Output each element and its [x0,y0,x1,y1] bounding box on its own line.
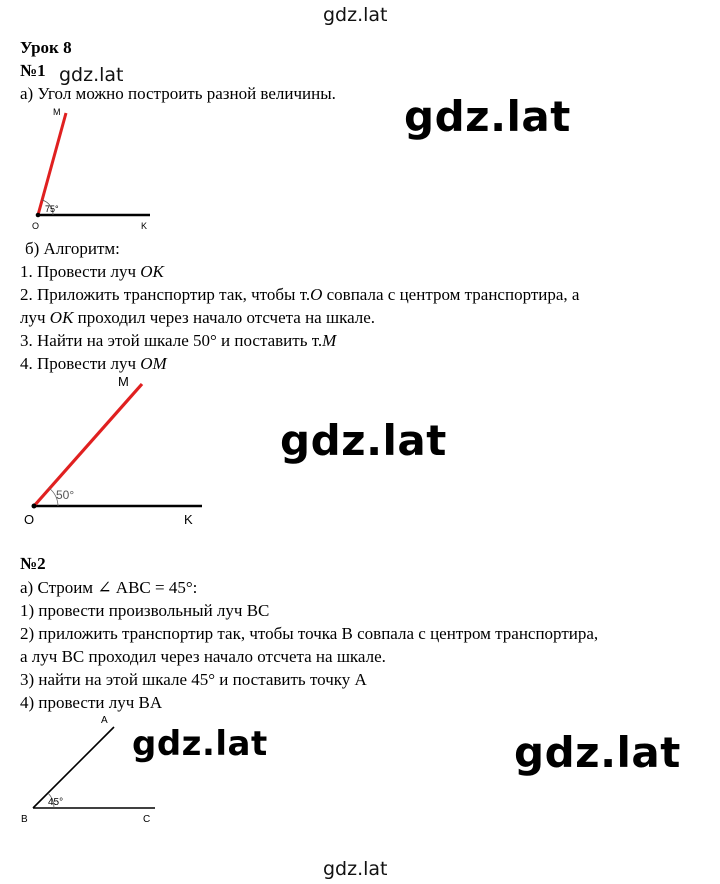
point-o [36,213,41,218]
step-text: проходил через начало отсчета на шкале. [73,308,376,327]
label-o: O [32,221,40,231]
task1-step-2b [20,307,375,329]
step-text: 2. Приложить транспортир так, чтобы т. [20,285,311,304]
task1-line-b: б) Алгоритм: [25,239,120,258]
step-text: совпала с центром транспортира, а [322,285,580,304]
task1-step-2a [20,284,579,306]
watermark-big-1: gdz.lat [404,92,571,141]
figure-angle-45 [18,714,168,826]
step-variable: M [322,331,337,350]
task2-step-2a: 2) приложить транспортир так, чтобы точка B совпала с центром транспортира, [20,624,599,643]
figure-angle-75 [28,104,158,234]
step-variable: OK [49,308,74,327]
task1-line-a: а) Угол можно построить разной величины. [20,84,336,103]
watermark-big-4: gdz.lat [514,728,681,777]
label-c: C [143,814,151,825]
step-variable: O [310,285,323,304]
task2-line-a: а) Строим ∠ ABC = 45°: [20,578,198,597]
step-variable: OM [140,354,167,373]
task1-step-1 [20,261,164,283]
step-text: 3. Найти на этой шкале 50° и поставить т. [20,331,323,350]
label-b: B [21,814,28,825]
watermark-big-2: gdz.lat [280,416,447,465]
task1-step-3 [20,330,336,352]
ray-ba [33,727,114,808]
step-text: луч [20,308,50,327]
watermark-top: gdz.lat [323,4,388,26]
point-o [32,504,37,509]
lesson-title: Урок 8 [20,38,72,57]
step-text: 4. Провести луч [20,354,141,373]
task1-number: №1 [20,61,46,80]
task1-step-4 [20,353,167,375]
label-a: A [101,715,108,726]
task2-step-1: 1) провести произвольный луч BC [20,601,270,620]
step-variable: OK [140,262,164,281]
watermark-big-3: gdz.lat [132,724,268,764]
task2-number: №2 [20,554,46,573]
angle-label: 75° [45,204,59,214]
label-o: O [24,512,35,527]
step-text: 1. Провести луч [20,262,141,281]
figure-angle-50 [18,374,218,530]
watermark-inline: gdz.lat [59,64,124,86]
angle-label: 45° [48,797,64,808]
label-m: M [53,107,61,117]
task2-step-4: 4) провести луч BA [20,693,163,712]
task2-step-2b: а луч BC проходил через начало отсчета на шкале. [20,647,386,666]
label-k: K [141,221,148,231]
label-k: K [184,512,193,527]
ray-om [34,384,142,506]
label-m: M [118,374,129,389]
angle-label: 50° [56,488,75,502]
watermark-bottom: gdz.lat [323,858,388,880]
task2-step-3: 3) найти на этой шкале 45° и поставить точку A [20,670,367,689]
